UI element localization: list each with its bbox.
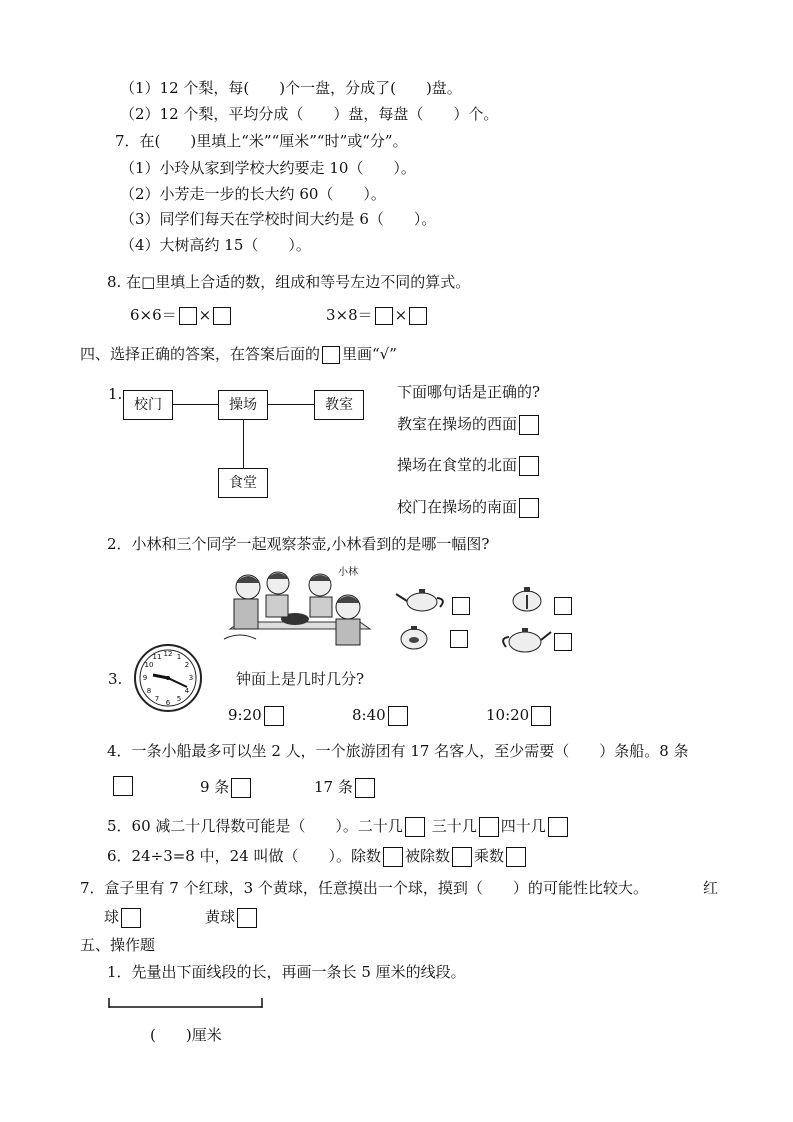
s4q1-option1 — [397, 414, 541, 435]
answer-box[interactable] — [237, 908, 257, 928]
s5q1-unit: ( )厘米 — [150, 1026, 222, 1044]
svg-text:1: 1 — [176, 653, 182, 661]
q6-line2: （2）12 个梨，平均分成（ ）盘，每盘（ ）个。 — [120, 105, 499, 123]
s4q1-question: 下面哪句话是正确的? — [397, 383, 541, 401]
svg-text:9: 9 — [142, 674, 148, 682]
teapot-view-back-icon — [397, 622, 431, 652]
answer-box[interactable] — [452, 847, 472, 867]
option-text: 8:40 — [352, 706, 386, 724]
answer-box[interactable] — [452, 597, 470, 615]
children-observing-teapot-illustration — [220, 567, 380, 649]
s4q4-option2 — [200, 777, 253, 798]
s4q3-option1 — [228, 705, 286, 726]
s4q5 — [107, 816, 570, 837]
svg-text:3: 3 — [188, 674, 194, 682]
edge-line — [172, 404, 218, 405]
answer-box[interactable] — [121, 908, 141, 928]
s5q1-text: 1．先量出下面线段的长，再画一条长 5 厘米的线段。 — [107, 963, 466, 981]
answer-box[interactable] — [506, 847, 526, 867]
times-sign: × — [198, 306, 212, 324]
answer-box[interactable] — [179, 307, 197, 325]
section4-title — [80, 344, 397, 364]
s4q1-option2 — [397, 455, 541, 476]
answer-box[interactable] — [409, 307, 427, 325]
s4q7-option1 — [104, 907, 143, 928]
q8-expr1-text: 6×6＝ — [130, 306, 177, 324]
answer-box[interactable] — [519, 415, 539, 435]
option-text: 乘数 — [474, 847, 505, 865]
s4q7-option2 — [205, 907, 259, 928]
q7-item1: （1）小玲从家到学校大约要走 10（ ）。 — [120, 159, 416, 177]
q6-line1: （1）12 个梨，每( )个一盘，分成了( )盘。 — [120, 79, 462, 97]
answer-box-sample — [322, 346, 340, 364]
s4q2-text: 2．小林和三个同学一起观察茶壶,小林看到的是哪一幅图? — [107, 535, 490, 553]
svg-text:5: 5 — [176, 695, 182, 703]
answer-box[interactable] — [519, 456, 539, 476]
svg-text:2: 2 — [184, 661, 190, 669]
s4q3-number: 3. — [108, 670, 123, 688]
s4q6 — [107, 846, 528, 867]
s4q1-option3 — [397, 497, 541, 518]
q8-title: 8. 在□里填上合适的数，组成和等号左边不同的算式。 — [107, 273, 471, 291]
s4q7-text: 7．盒子里有 7 个红球，3 个黄球，任意摸出一个球，摸到（ ）的可能性比较大。 — [80, 879, 648, 897]
option-text: 9 条 — [200, 778, 230, 796]
answer-box[interactable] — [213, 307, 231, 325]
map-node-playground: 操场 — [218, 390, 268, 420]
svg-text:4: 4 — [184, 687, 190, 695]
option-text: 被除数 — [404, 847, 450, 865]
option-text: 10:20 — [486, 706, 530, 724]
answer-box[interactable] — [554, 633, 572, 651]
q7-title: 7．在( )里填上“米”“厘米”“时”或“分”。 — [115, 132, 408, 150]
edge-line — [243, 420, 244, 468]
s4q3-option3 — [486, 705, 553, 726]
s4q5-text: 5．60 减二十几得数可能是（ ）。二十几 — [107, 817, 403, 835]
clock-face-icon — [133, 643, 203, 713]
answer-box[interactable] — [388, 706, 408, 726]
svg-text:12: 12 — [163, 650, 173, 658]
s4q3-text: 钟面上是几时几分? — [236, 670, 365, 688]
svg-text:8: 8 — [146, 687, 152, 695]
q7-item2: （2）小芳走一步的长大约 60（ ）。 — [120, 185, 386, 203]
svg-text:6: 6 — [165, 699, 171, 707]
svg-text:10: 10 — [144, 661, 154, 669]
answer-box[interactable] — [554, 597, 572, 615]
measured-segment — [108, 996, 264, 1010]
xiaolin-label: 小林 — [338, 567, 358, 578]
s4q6-text: 6．24÷3=8 中，24 叫做（ ）。除数 — [107, 847, 381, 865]
svg-text:7: 7 — [154, 695, 160, 703]
q7-item4: （4）大树高约 15（ ）。 — [120, 236, 311, 254]
answer-box[interactable] — [375, 307, 393, 325]
q7-item3: （3）同学们每天在学校时间大约是 6（ ）。 — [120, 210, 437, 228]
q8-expr2-text: 3×8＝ — [326, 306, 373, 324]
option-text: 校门在操场的南面 — [397, 498, 518, 516]
times-sign: × — [394, 306, 408, 324]
option-text: 黄球 — [205, 908, 236, 926]
answer-box[interactable] — [355, 778, 375, 798]
answer-box[interactable] — [450, 630, 468, 648]
answer-box[interactable] — [231, 778, 251, 798]
teapot-view-side-left-icon — [392, 585, 452, 613]
map-node-canteen: 食堂 — [218, 468, 268, 498]
s4q4-text: 4．一条小船最多可以坐 2 人，一个旅游团有 17 名客人，至少需要（ ）条船。8 条 — [107, 742, 689, 760]
teapot-view-side-right-icon — [497, 622, 553, 654]
option-text: 球 — [104, 908, 120, 926]
answer-box[interactable] — [479, 817, 499, 837]
answer-box[interactable] — [113, 776, 133, 796]
s4q3-option2 — [352, 705, 410, 726]
option-text: 三十几 — [431, 817, 477, 835]
section5-title: 五、操作题 — [80, 936, 156, 954]
answer-box[interactable] — [548, 817, 568, 837]
q8-expr2 — [326, 305, 429, 325]
option-text: 9:20 — [228, 706, 262, 724]
map-node-gate: 校门 — [123, 390, 173, 420]
edge-line — [268, 404, 314, 405]
svg-text:11: 11 — [152, 653, 162, 661]
s4q1-number: 1. — [108, 385, 123, 403]
teapot-view-front-icon — [507, 583, 547, 613]
section4-title-end: 里画“√” — [342, 345, 397, 363]
answer-box[interactable] — [519, 498, 539, 518]
option-text: 教室在操场的西面 — [397, 415, 518, 433]
q8-expr1 — [130, 305, 233, 325]
option-text: 操场在食堂的北面 — [397, 456, 518, 474]
answer-box[interactable] — [383, 847, 403, 867]
answer-box[interactable] — [405, 817, 425, 837]
answer-box[interactable] — [531, 706, 551, 726]
option-text: 四十几 — [500, 817, 546, 835]
option-text: 17 条 — [314, 778, 353, 796]
s4q7-option1-a: 红 — [703, 879, 719, 897]
s4q4-option3 — [314, 777, 377, 798]
section4-title-text: 四、选择正确的答案，在答案后面的 — [80, 345, 321, 363]
map-node-classroom: 教室 — [314, 390, 364, 420]
answer-box[interactable] — [264, 706, 284, 726]
